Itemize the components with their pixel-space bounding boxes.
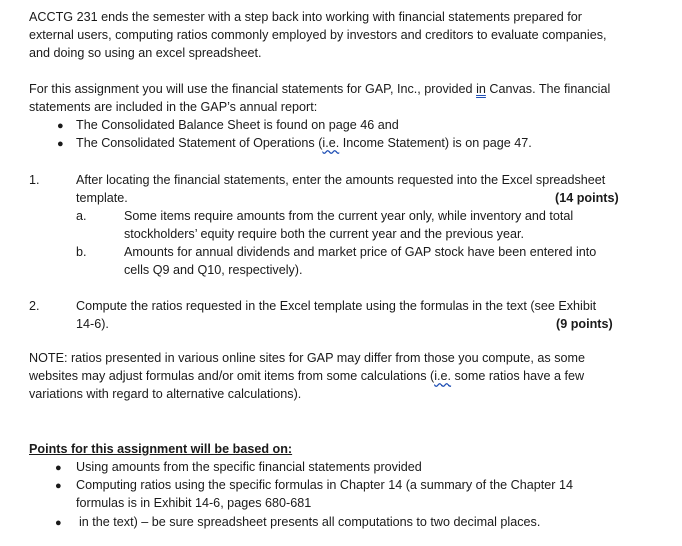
item-1a-line-2: stockholders’ equity require both the current year and the previous year. (124, 227, 524, 241)
points-bullet-3: in the text) – be sure spreadsheet presents all computations to two decimal places. (79, 515, 541, 529)
assignment-line-1-pre: For this assignment you will use the financial statements for GAP, Inc., provided (29, 82, 477, 96)
intro-line-3: and doing so using an excel spreadsheet. (29, 46, 262, 60)
item-1a-line-1: Some items require amounts from the current year only, while inventory and total (124, 209, 574, 223)
item-2-line-1: Compute the ratios requested in the Excel template using the formulas in the text (see Exhibit (76, 299, 597, 313)
item-1b-letter: b. (76, 245, 87, 259)
assignment-bullet-2-ie: i.e. (322, 136, 340, 150)
bullet-icon: ● (55, 462, 62, 474)
item-2-line-2: 14-6). (76, 317, 109, 331)
item-2-number: 2. (29, 299, 40, 313)
assignment-line-1 (29, 80, 610, 98)
points-bullet-1: Using amounts from the specific financial statements provided (76, 460, 422, 474)
intro-line-1: ACCTG 231 ends the semester with a step back into working with financial statements prepared for (29, 10, 582, 24)
item-1-line-2: template. (76, 191, 128, 205)
points-bullet-2: Computing ratios using the specific formulas in Chapter 14 (a summary of the Chapter 14 (76, 478, 573, 492)
bullet-icon: ● (57, 120, 64, 132)
assignment-bullet-2-pre: The Consolidated Statement of Operations ( (76, 136, 323, 150)
note-line-1: NOTE: ratios presented in various online sites for GAP may differ from those you compute, as some (29, 351, 586, 365)
assignment-bullet-2 (76, 134, 532, 152)
intro-line-2: external users, computing ratios commonly employed by investors and creditors to evaluate companies, (29, 28, 607, 42)
assignment-bullet-2-post: Income Statement) is on page 47. (339, 136, 532, 150)
item-1b-line-2: cells Q9 and Q10, respectively). (124, 263, 303, 277)
points-heading: Points for this assignment will be based on: (29, 442, 293, 456)
assignment-bullet-1: The Consolidated Balance Sheet is found on page 46 and (76, 118, 399, 132)
item-1b-line-1: Amounts for annual dividends and market price of GAP stock have been entered into (124, 245, 597, 259)
note-line-2-post: some ratios have a few (451, 369, 585, 383)
points-bullet-2-cont: formulas is in Exhibit 14-6, pages 680-681 (76, 496, 312, 510)
note-line-2 (29, 367, 584, 385)
bullet-icon: ● (57, 138, 64, 150)
note-line-3: variations with regard to alternative calculations). (29, 387, 302, 401)
item-1-points: (14 points) (555, 191, 619, 205)
assignment-in-word: in (476, 82, 486, 96)
note-line-2-pre: websites may adjust formulas and/or omit items from some calculations ( (29, 369, 435, 383)
bullet-icon: ● (55, 517, 62, 529)
item-1a-letter: a. (76, 209, 87, 223)
item-1-line-1: After locating the financial statements, enter the amounts requested into the Excel spreadsheet (76, 173, 606, 187)
bullet-icon: ● (55, 480, 62, 492)
assignment-line-1-post: Canvas. The financial (485, 82, 611, 96)
note-ie: i.e. (434, 369, 452, 383)
item-1-number: 1. (29, 173, 40, 187)
assignment-line-2: statements are included in the GAP’s annual report: (29, 100, 318, 114)
item-2-points: (9 points) (556, 317, 613, 331)
